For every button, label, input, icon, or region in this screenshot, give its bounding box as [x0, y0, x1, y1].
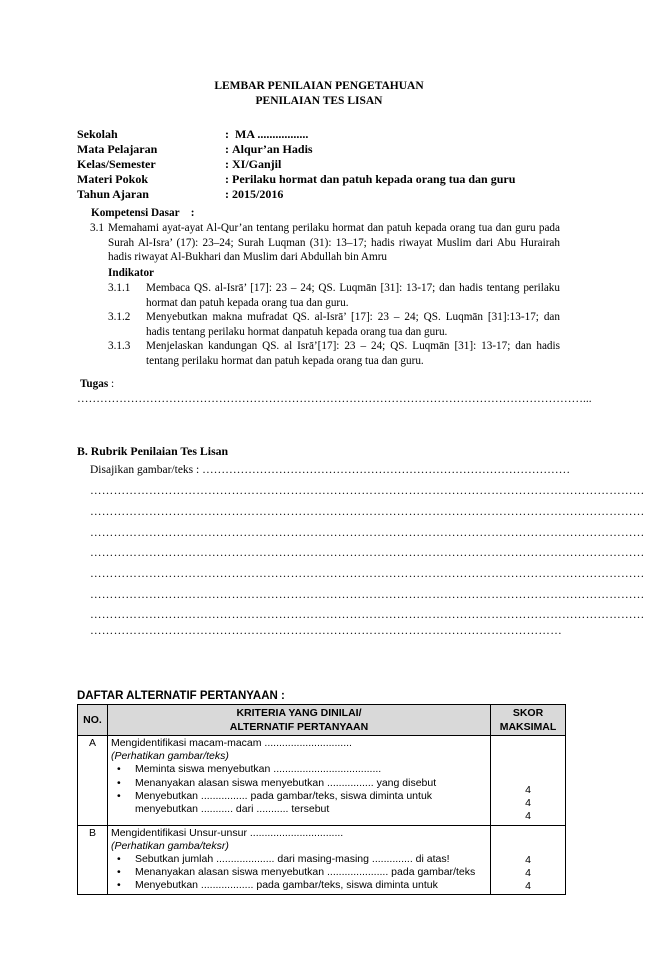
- table-header-row: [78, 705, 566, 736]
- list-item: • Menanyakan alasan siswa menyebutkan ..................... pada gambar/teks: [111, 866, 487, 879]
- column-header-no: NO.: [78, 705, 108, 736]
- list-item: • Menyebutkan ................ pada gambar/teks, siswa diminta untuk menyebutkan ........... dari ........... tersebut: [111, 790, 487, 816]
- column-header-kriteria: KRITERIA YANG DINILAI/ ALTERNATIF PERTANYAAN: [107, 705, 490, 736]
- identity-row-sekolah: Sekolah : MA .................: [77, 127, 309, 141]
- identity-value: MA .................: [235, 127, 309, 141]
- tugas-dots: ……………………………………………………………………………………………………………………...: [77, 393, 592, 405]
- indikator-number: 3.1.1: [108, 282, 131, 294]
- rubrik-line-last: …………………………………………………………………………………………………………: [90, 625, 562, 637]
- rubrik-line: ……………………………………………………………………………………………………………………………: [90, 506, 645, 518]
- page-title: LEMBAR PENILAIAN PENGETAHUAN: [214, 80, 424, 92]
- row-scores: 4 4 4: [491, 736, 566, 826]
- indikator-number: 3.1.2: [108, 311, 131, 323]
- rubrik-line: ……………………………………………………………………………………………………………………………: [90, 609, 645, 621]
- indikator-heading: Indikator: [108, 267, 155, 279]
- indikator-text: Menjelaskan kandungan QS. al Isrā’[17]: 23 – 24; QS. Luqmān [31]: 13-17; dan hadis tentang perilaku hormat dan patuh kepada orang tua dan guru.: [146, 340, 560, 367]
- identity-row-materi: Materi Pokok : Perilaku hormat dan patuh kepada orang tua dan guru: [77, 172, 516, 186]
- rubrik-prompt: Disajikan gambar/teks : ……………………………………………………………………………………: [90, 464, 571, 476]
- identity-row-kelas: Kelas/Semester : XI/Ganjil: [77, 157, 282, 171]
- page-subtitle: PENILAIAN TES LISAN: [255, 95, 383, 107]
- table-row: [78, 736, 566, 826]
- row-number: A: [78, 736, 108, 826]
- identity-row-tahun: Tahun Ajaran : 2015/2016: [77, 187, 284, 201]
- identity-value: 2015/2016: [232, 187, 284, 201]
- list-item: • Menanyakan alasan siswa menyebutkan ................ yang disebut: [111, 777, 487, 790]
- question-table: [77, 704, 566, 895]
- indikator-text: Menyebutkan makna mufradat QS. al-Isrā’ [17]: 23 – 24; QS. Luqmān [31]:13-17; dan hadis tentang perilaku hormat danpatuh kepada orang tua dan guru.: [146, 311, 560, 338]
- indikator-number: 3.1.3: [108, 340, 131, 352]
- identity-row-mapel: Mata Pelajaran : Alqur’an Hadis: [77, 142, 313, 156]
- list-item: • Menyebutkan .................. pada gambar/teks, siswa diminta untuk: [111, 879, 487, 892]
- list-item: • Meminta siswa menyebutkan .....................................: [111, 763, 487, 776]
- kd-heading: Kompetensi Dasar :: [91, 207, 195, 219]
- list-item: • Sebutkan jumlah .................... dari masing-masing .............. di atas!: [111, 853, 487, 866]
- kd-text: Memahami ayat-ayat Al-Qur’an tentang perilaku hormat dan patuh kepada orang tua dan guru pada Surah Al-Isra’ (17): 23–24; Surah Luqman (31): 13–17; hadis riwayat Muslim dari Abu Hurairah hadis riwayat Al-Bukhari dan Muslim dari Abdullah bin Amru: [108, 222, 560, 264]
- tugas-label: Tugas :: [80, 378, 115, 390]
- rubrik-line: ……………………………………………………………………………………………………………………………: [90, 527, 645, 539]
- kd-number: 3.1: [90, 222, 104, 234]
- identity-value: Perilaku hormat dan patuh kepada orang tua dan guru: [232, 172, 516, 186]
- row-criteria: Mengidentifikasi Unsur-unsur ................................ (Perhatikan gamba/teksr) • Sebutkan jumlah .................... dari masing-masing .............. di atas! • Menanyakan alasan siswa menyebutkan ..................... pada gambar/teks • Menyebutkan .................. pada gambar/teks, siswa diminta untuk: [107, 825, 490, 895]
- rubrik-heading: B. Rubrik Penilaian Tes Lisan: [77, 444, 229, 458]
- row-criteria: Mengidentifikasi macam-macam .............................. (Perhatikan gambar/teks) • Meminta siswa menyebutkan ..................................... • Menanyakan alasan siswa menyebutkan ................ yang disebut • Menyebutkan ................ pada gambar/teks, siswa diminta untuk menyebutkan ........... dari ........... tersebut: [107, 736, 490, 826]
- row-number: B: [78, 825, 108, 895]
- daftar-heading: DAFTAR ALTERNATIF PERTANYAAN :: [77, 690, 285, 702]
- row-scores: 4 4 4: [491, 825, 566, 895]
- identity-label: Materi Pokok: [77, 172, 148, 186]
- rubrik-line: ……………………………………………………………………………………………………………………………: [90, 547, 645, 559]
- identity-label: Tahun Ajaran: [77, 187, 149, 201]
- identity-label: Kelas/Semester: [77, 157, 156, 171]
- identity-value: Alqur’an Hadis: [232, 142, 313, 156]
- rubrik-line: ……………………………………………………………………………………………………………………………: [90, 589, 645, 601]
- column-header-skor: SKOR MAKSIMAL: [491, 705, 566, 736]
- identity-label: Mata Pelajaran: [77, 142, 158, 156]
- rubrik-line: ……………………………………………………………………………………………………………………………: [90, 485, 645, 497]
- table-row: [78, 825, 566, 895]
- indikator-text: Membaca QS. al-Isrā’ [17]: 23 – 24; QS. Luqmān [31]: 13-17; dan hadis tentang perilaku hormat dan patuh kepada orang tua dan guru.: [146, 282, 560, 309]
- identity-label: Sekolah: [77, 127, 118, 141]
- rubrik-line: ……………………………………………………………………………………………………………………………: [90, 568, 645, 580]
- identity-value: XI/Ganjil: [232, 157, 282, 171]
